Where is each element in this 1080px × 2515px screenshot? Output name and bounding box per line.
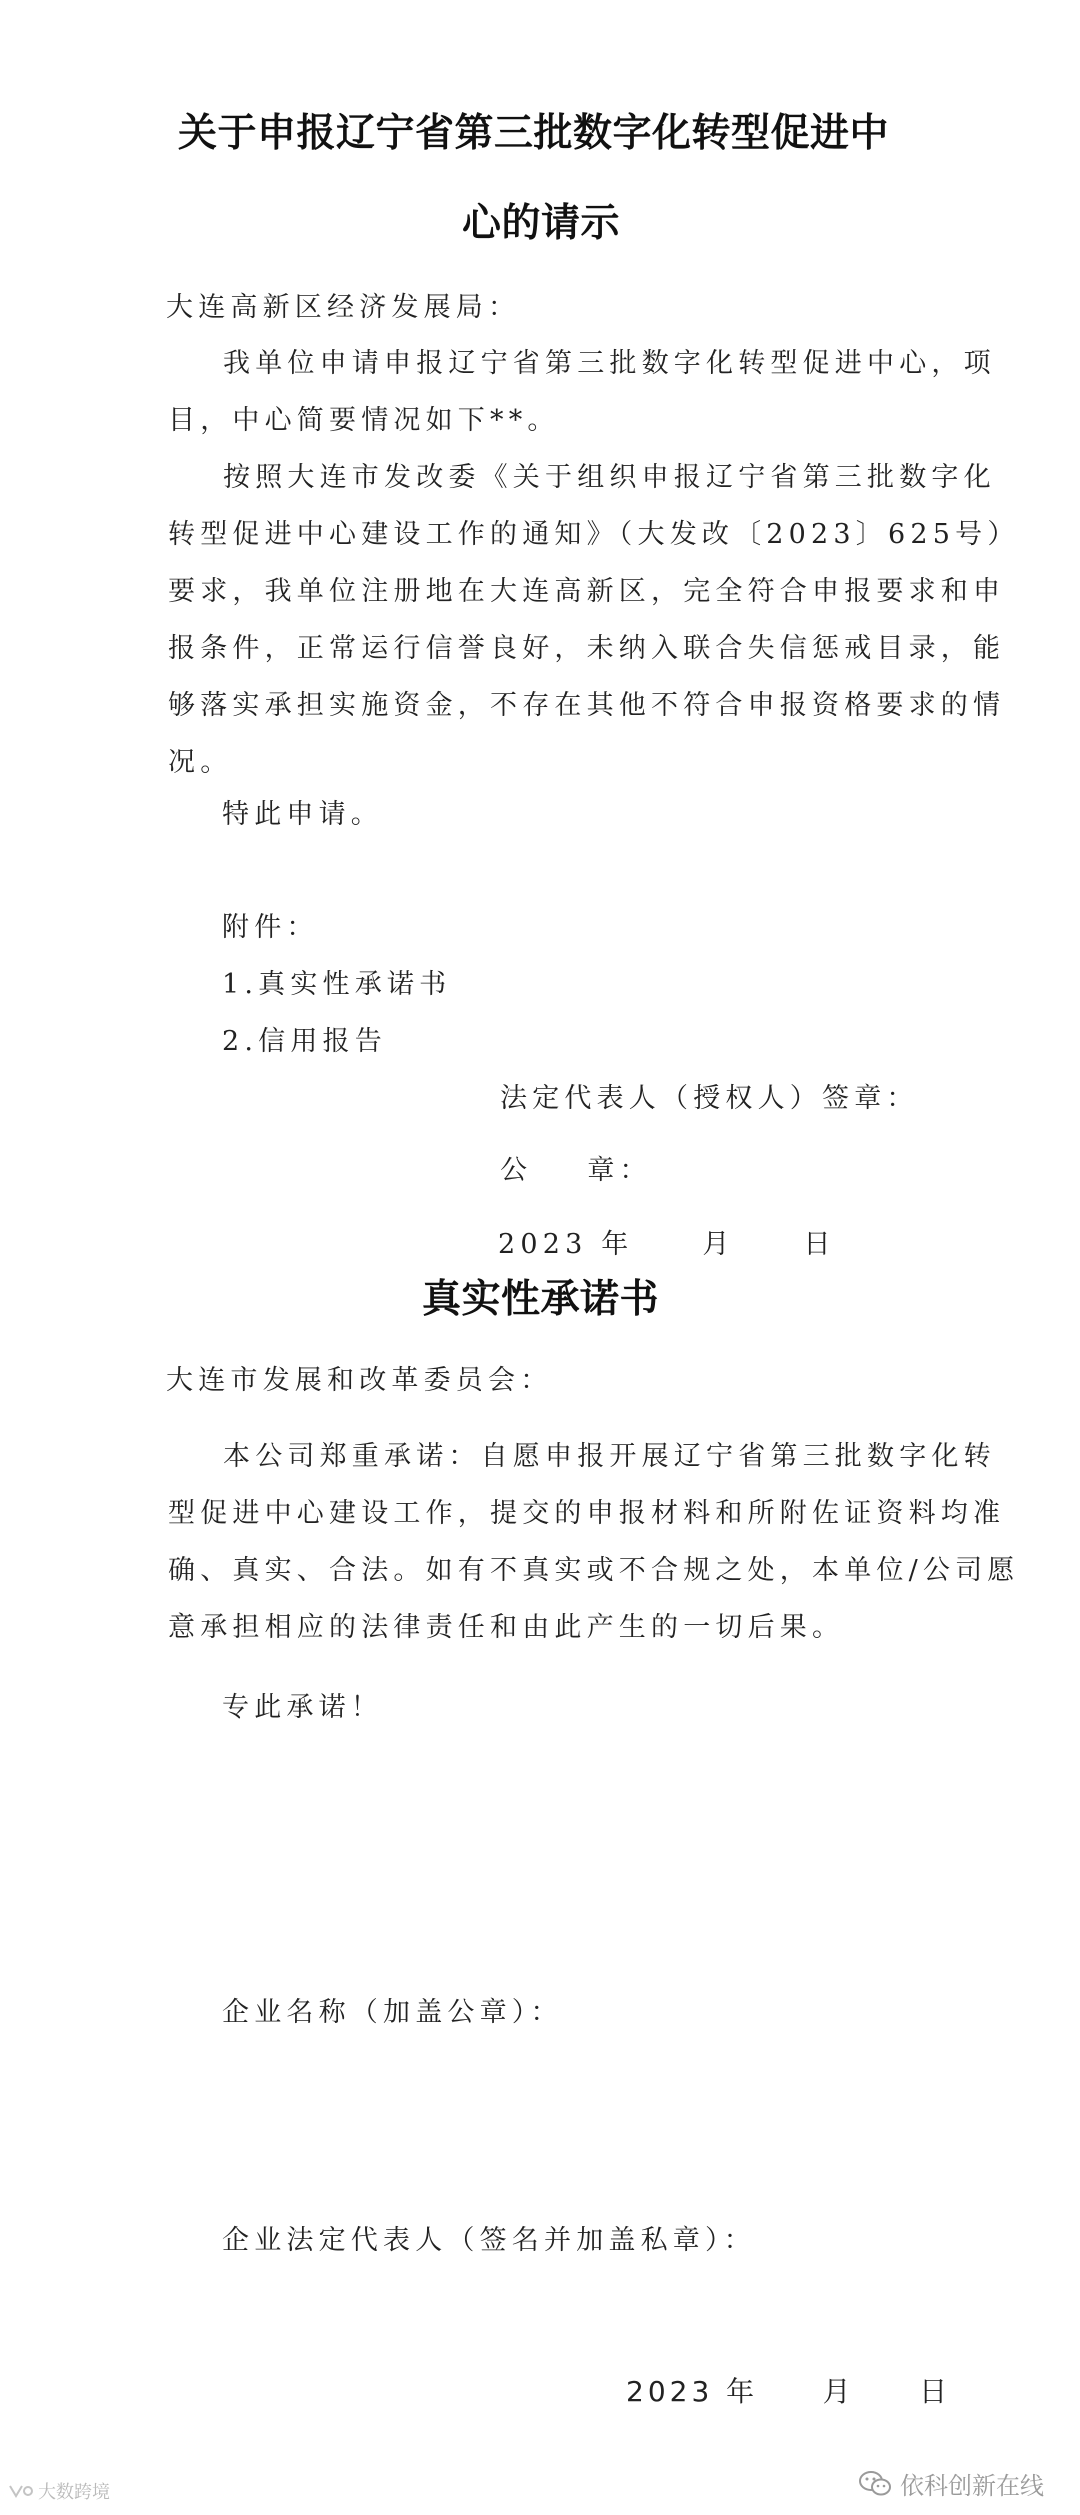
seal-label: 公 章：	[500, 1155, 652, 1186]
request-para2-line2: 转型促进中心建设工作的通知》（大发改〔2023〕625号）	[168, 519, 1020, 550]
commitment-para-line2: 型促进中心建设工作，提交的申报材料和所附佐证资料均准	[168, 1498, 1006, 1529]
attachment-item-2: 2.信用报告	[222, 1026, 387, 1057]
request-para2-line3: 要求，我单位注册地在大连高新区，完全符合申报要求和申	[168, 576, 1006, 607]
request-date: 2023 年 月 日	[498, 1229, 836, 1260]
commitment-para-line3: 确、真实、合法。如有不真实或不合规之处，本单位/公司愿	[168, 1555, 1020, 1586]
wechat-icon	[858, 2470, 892, 2498]
watermark-logo-icon	[8, 2482, 34, 2500]
request-para2-line5: 够落实承担实施资金，不存在其他不符合申报资格要求的情	[168, 690, 1006, 721]
legal-rep-label: 企业法定代表人（签名并加盖私章）：	[222, 2225, 756, 2256]
request-paragraph-1	[168, 335, 996, 449]
footer-right-text: 依科创新在线	[900, 2472, 1044, 2500]
commitment-para-line1: 本公司郑重承诺：自愿申报开展辽宁省第三批数字化转	[223, 1441, 996, 1472]
request-para2-line4: 报条件，正常运行信誉良好，未纳入联合失信惩戒目录，能	[168, 633, 1006, 664]
commitment-date: 2023 年 月 日	[626, 2375, 952, 2408]
footer-left-text: 大数跨境	[38, 2482, 110, 2503]
company-name-label: 企业名称（加盖公章）：	[222, 1997, 563, 2028]
attachment-item-1: 1.真实性承诺书	[222, 969, 452, 1000]
footer-left-watermark	[8, 2478, 110, 2504]
footer-right-watermark	[858, 2466, 1044, 2501]
commitment-title: 真实性承诺书	[422, 1277, 660, 1322]
request-recipient: 大连高新区经济发展局：	[166, 292, 521, 323]
request-paragraph-2	[168, 449, 1020, 791]
commitment-recipient: 大连市发展和改革委员会：	[166, 1365, 553, 1396]
commitment-closing: 专此承诺！	[222, 1692, 383, 1723]
request-title-line1: 关于申报辽宁省第三批数字化转型促进中	[178, 111, 890, 156]
commitment-paragraph	[168, 1428, 1020, 1656]
request-para1-line1: 我单位申请申报辽宁省第三批数字化转型促进中心，项	[223, 348, 996, 379]
request-closing: 特此申请。	[222, 799, 383, 830]
request-title-line2: 心的请示	[462, 201, 621, 246]
commitment-para-line4: 意承担相应的法律责任和由此产生的一切后果。	[168, 1612, 845, 1643]
request-para1-line2: 目，中心简要情况如下**。	[168, 405, 560, 436]
signature-label: 法定代表人（授权人）签章：	[500, 1083, 919, 1114]
attachments-label: 附件：	[222, 912, 319, 943]
request-para2-line6: 况。	[168, 747, 233, 778]
request-para2-line1: 按照大连市发改委《关于组织申报辽宁省第三批数字化	[223, 462, 996, 493]
